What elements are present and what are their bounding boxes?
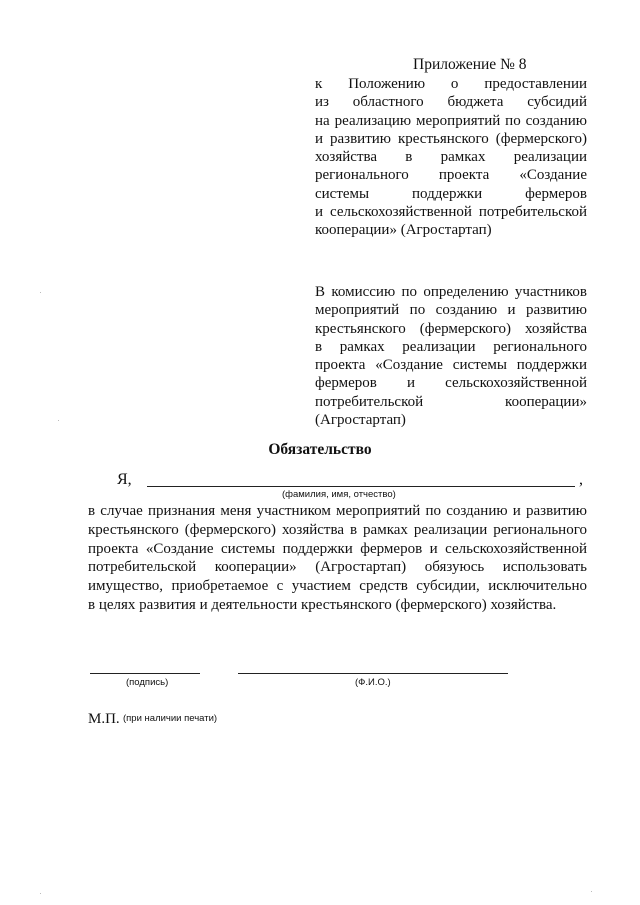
appendix-line: системы поддержки фермеров [315, 185, 587, 202]
pledge-pronoun: Я, [117, 471, 132, 488]
appendix-line: и сельскохозяйственной потребительской [315, 204, 587, 221]
appendix-line: хозяйства в рамках реализации [315, 149, 587, 166]
appendix-line: на реализацию мероприятий по созданию [315, 112, 587, 129]
addressee-line: фермеров и сельскохозяйственной [315, 375, 587, 392]
full-name-caption: (фамилия, имя, отчество) [282, 489, 396, 500]
addressee-line: В комиссию по определению участников [315, 284, 587, 300]
addressee-line: потребительской кооперации» (Агростартап) [315, 393, 587, 429]
appendix-line: кооперации» (Агростартап) [315, 222, 492, 239]
pledge-line: потребительской кооперации» (Агростартап) обязуюсь использовать [88, 559, 587, 576]
stamp-mark: М.П. [88, 711, 120, 727]
scan-speck [40, 292, 41, 293]
document-title: Обязательство [268, 441, 372, 458]
name-comma: , [579, 471, 583, 488]
signature-caption: (подпись) [126, 677, 169, 688]
addressee-block [315, 283, 587, 429]
addressee-line: проекта «Создание системы поддержки [315, 357, 587, 374]
appendix-reference [315, 75, 587, 240]
appendix-line: к Положению о предоставлении [315, 76, 587, 92]
fio-caption: (Ф.И.О.) [355, 677, 391, 688]
scan-speck [591, 891, 592, 892]
appendix-line: из областного бюджета субсидий [315, 94, 587, 111]
full-name-field-line[interactable] [147, 486, 575, 487]
pledge-line: в случае признания меня участником мероприятий по созданию и развитию [88, 503, 587, 519]
addressee-line: крестьянского (фермерского) хозяйства [315, 320, 587, 337]
scan-speck [58, 420, 59, 421]
stamp-note: (при наличии печати) [123, 713, 218, 724]
pledge-line: имущество, приобретаемое с участием средств субсидии, исключительно [88, 578, 587, 595]
signature-field-line[interactable] [90, 673, 200, 674]
addressee-line: в рамках реализации регионального [315, 338, 587, 355]
addressee-line: мероприятий по созданию и развитию [315, 302, 587, 319]
pledge-line: крестьянского (фермерского) хозяйства в рамках реализации регионального [88, 521, 587, 538]
appendix-title: Приложение № 8 [413, 56, 527, 73]
pledge-text [88, 502, 587, 615]
appendix-line: регионального проекта «Создание [315, 167, 587, 184]
pledge-line: проекта «Создание системы поддержки фермеров и сельскохозяйственной [88, 540, 587, 557]
fio-field-line[interactable] [238, 673, 508, 674]
pledge-line: в целях развития и деятельности крестьянского (фермерского) хозяйства. [88, 596, 557, 613]
appendix-line: и развитию крестьянского (фермерского) [315, 130, 587, 147]
scan-speck [40, 893, 41, 894]
